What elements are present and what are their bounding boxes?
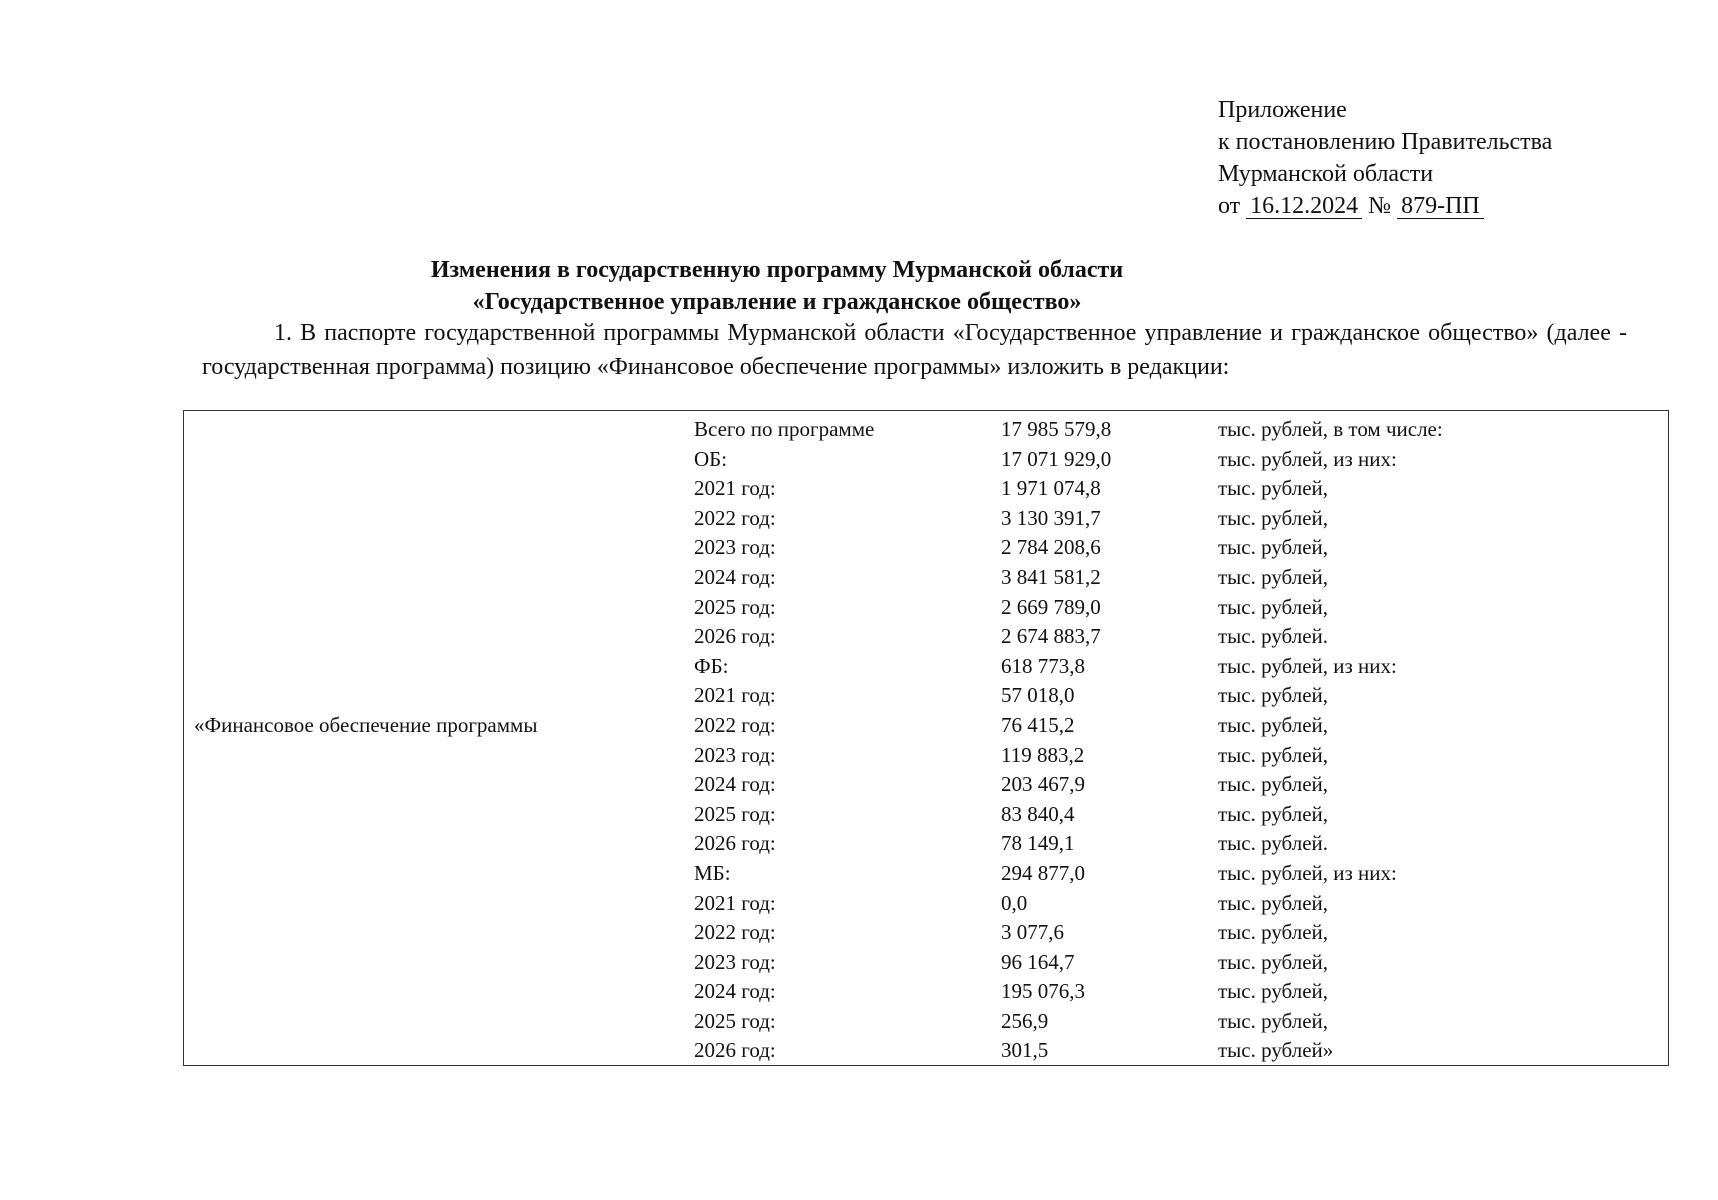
row-value: 76 415,2 xyxy=(1001,712,1075,737)
row-unit: тыс. рублей, в том числе: xyxy=(1218,417,1443,441)
row-unit: тыс. рублей. xyxy=(1218,624,1329,649)
row-unit: тыс. рублей, xyxy=(1218,594,1329,619)
financing-row xyxy=(694,593,1594,623)
row-name: ОБ: xyxy=(694,446,728,471)
row-unit: тыс. рублей, xyxy=(1218,920,1329,945)
financing-row xyxy=(694,829,1594,859)
row-name: 2025 год: xyxy=(694,1008,776,1033)
row-unit: тыс. рублей, xyxy=(1218,772,1329,797)
row-name: МБ: xyxy=(694,860,731,885)
row-value: 96 164,7 xyxy=(1001,949,1075,974)
financing-row xyxy=(694,563,1594,593)
row-name: 2025 год: xyxy=(694,594,776,619)
row-name: 2021 год: xyxy=(694,683,776,708)
row-unit: тыс. рублей, xyxy=(1218,683,1329,708)
row-value: 2 669 789,0 xyxy=(1001,594,1101,619)
row-name: ФБ: xyxy=(694,653,729,678)
row-value: 203 467,9 xyxy=(1001,772,1085,797)
row-unit: тыс. рублей, xyxy=(1218,949,1329,974)
row-name: 2022 год: xyxy=(694,920,776,945)
financing-row xyxy=(694,800,1594,830)
financing-row xyxy=(694,889,1594,919)
row-value: 618 773,8 xyxy=(1001,653,1085,678)
row-value: 2 674 883,7 xyxy=(1001,624,1101,649)
appendix-title: Приложение xyxy=(1218,97,1347,123)
row-unit: тыс. рублей, из них: xyxy=(1218,446,1397,471)
financing-label: «Финансовое обеспечение программы xyxy=(194,713,538,737)
financing-row xyxy=(694,622,1594,652)
paragraph-1 xyxy=(202,316,1627,384)
row-value: 1 971 074,8 xyxy=(1001,476,1101,501)
financing-rows xyxy=(694,415,1594,1066)
row-name: 2026 год: xyxy=(694,624,776,649)
row-value: 0,0 xyxy=(1001,890,1028,915)
row-value: 17 071 929,0 xyxy=(1001,446,1112,471)
row-unit: тыс. рублей, xyxy=(1218,476,1329,501)
row-value: 294 877,0 xyxy=(1001,860,1085,885)
financing-row xyxy=(694,445,1594,475)
appendix-decree-line: к постановлению Правительства xyxy=(1218,129,1553,155)
financing-row xyxy=(694,1036,1594,1066)
financing-row xyxy=(694,1007,1594,1037)
appendix-date-line xyxy=(1218,190,1552,222)
row-value: 301,5 xyxy=(1001,1038,1049,1063)
row-value: 78 149,1 xyxy=(1001,831,1075,856)
row-name: 2023 год: xyxy=(694,742,776,767)
row-name: 2021 год: xyxy=(694,476,776,501)
row-name: Всего по программе xyxy=(694,417,875,441)
financing-row xyxy=(694,711,1594,741)
row-unit: тыс. рублей, из них: xyxy=(1218,860,1397,885)
row-value: 195 076,3 xyxy=(1001,979,1085,1004)
row-unit: тыс. рублей, xyxy=(1218,535,1329,560)
number-label: № xyxy=(1368,193,1392,219)
row-unit: тыс. рублей. xyxy=(1218,831,1329,856)
row-value: 3 130 391,7 xyxy=(1001,505,1101,530)
row-value: 3 841 581,2 xyxy=(1001,564,1101,589)
financing-table xyxy=(183,410,1669,1066)
row-unit: тыс. рублей, xyxy=(1218,801,1329,826)
row-unit: тыс. рублей, xyxy=(1218,979,1329,1004)
row-name: 2026 год: xyxy=(694,1038,776,1063)
financing-row xyxy=(694,918,1594,948)
from-label: от xyxy=(1218,193,1241,219)
financing-row xyxy=(694,948,1594,978)
decree-number: 879-ПП xyxy=(1397,194,1484,219)
row-name: 2025 год: xyxy=(694,801,776,826)
row-value: 2 784 208,6 xyxy=(1001,535,1101,560)
row-unit: тыс. рублей, xyxy=(1218,505,1329,530)
decree-date: 16.12.2024 xyxy=(1246,194,1362,219)
row-unit: тыс. рублей, xyxy=(1218,1008,1329,1033)
appendix-header xyxy=(1218,94,1552,222)
financing-row xyxy=(694,977,1594,1007)
document-title-line1: Изменения в государственную программу Мурманской области xyxy=(430,257,1124,283)
row-name: 2024 год: xyxy=(694,979,776,1004)
financing-row xyxy=(694,652,1594,682)
financing-row xyxy=(694,415,1594,445)
row-name: 2024 год: xyxy=(694,772,776,797)
row-unit: тыс. рублей, xyxy=(1218,890,1329,915)
row-name: 2023 год: xyxy=(694,535,776,560)
row-value: 17 985 579,8 xyxy=(1001,417,1112,441)
row-name: 2021 год: xyxy=(694,890,776,915)
document-title-line2: «Государственное управление и гражданское общество» xyxy=(472,289,1082,315)
row-unit: тыс. рублей, xyxy=(1218,712,1329,737)
row-name: 2024 год: xyxy=(694,564,776,589)
financing-row xyxy=(694,533,1594,563)
row-unit: тыс. рублей, xyxy=(1218,742,1329,767)
row-unit: тыс. рублей, xyxy=(1218,564,1329,589)
row-name: 2022 год: xyxy=(694,505,776,530)
paragraph-text: 1. В паспорте государственной программы Мурманской области «Государственное управление и гражданское общество» (далее - государственная программа) позицию «Финансовое обеспечение программы» изложить в редакции: xyxy=(202,320,1627,380)
financing-row xyxy=(694,474,1594,504)
financing-row xyxy=(694,770,1594,800)
row-value: 83 840,4 xyxy=(1001,801,1075,826)
row-value: 256,9 xyxy=(1001,1008,1049,1033)
row-value: 57 018,0 xyxy=(1001,683,1075,708)
appendix-region-line: Мурманской области xyxy=(1218,161,1434,187)
row-value: 119 883,2 xyxy=(1001,742,1085,767)
row-value: 3 077,6 xyxy=(1001,920,1064,945)
financing-row xyxy=(694,859,1594,889)
row-name: 2026 год: xyxy=(694,831,776,856)
row-unit: тыс. рублей, из них: xyxy=(1218,653,1397,678)
financing-row xyxy=(694,681,1594,711)
financing-row xyxy=(694,504,1594,534)
financing-row xyxy=(694,741,1594,771)
row-unit: тыс. рублей» xyxy=(1218,1038,1334,1063)
row-name: 2022 год: xyxy=(694,712,776,737)
row-name: 2023 год: xyxy=(694,949,776,974)
